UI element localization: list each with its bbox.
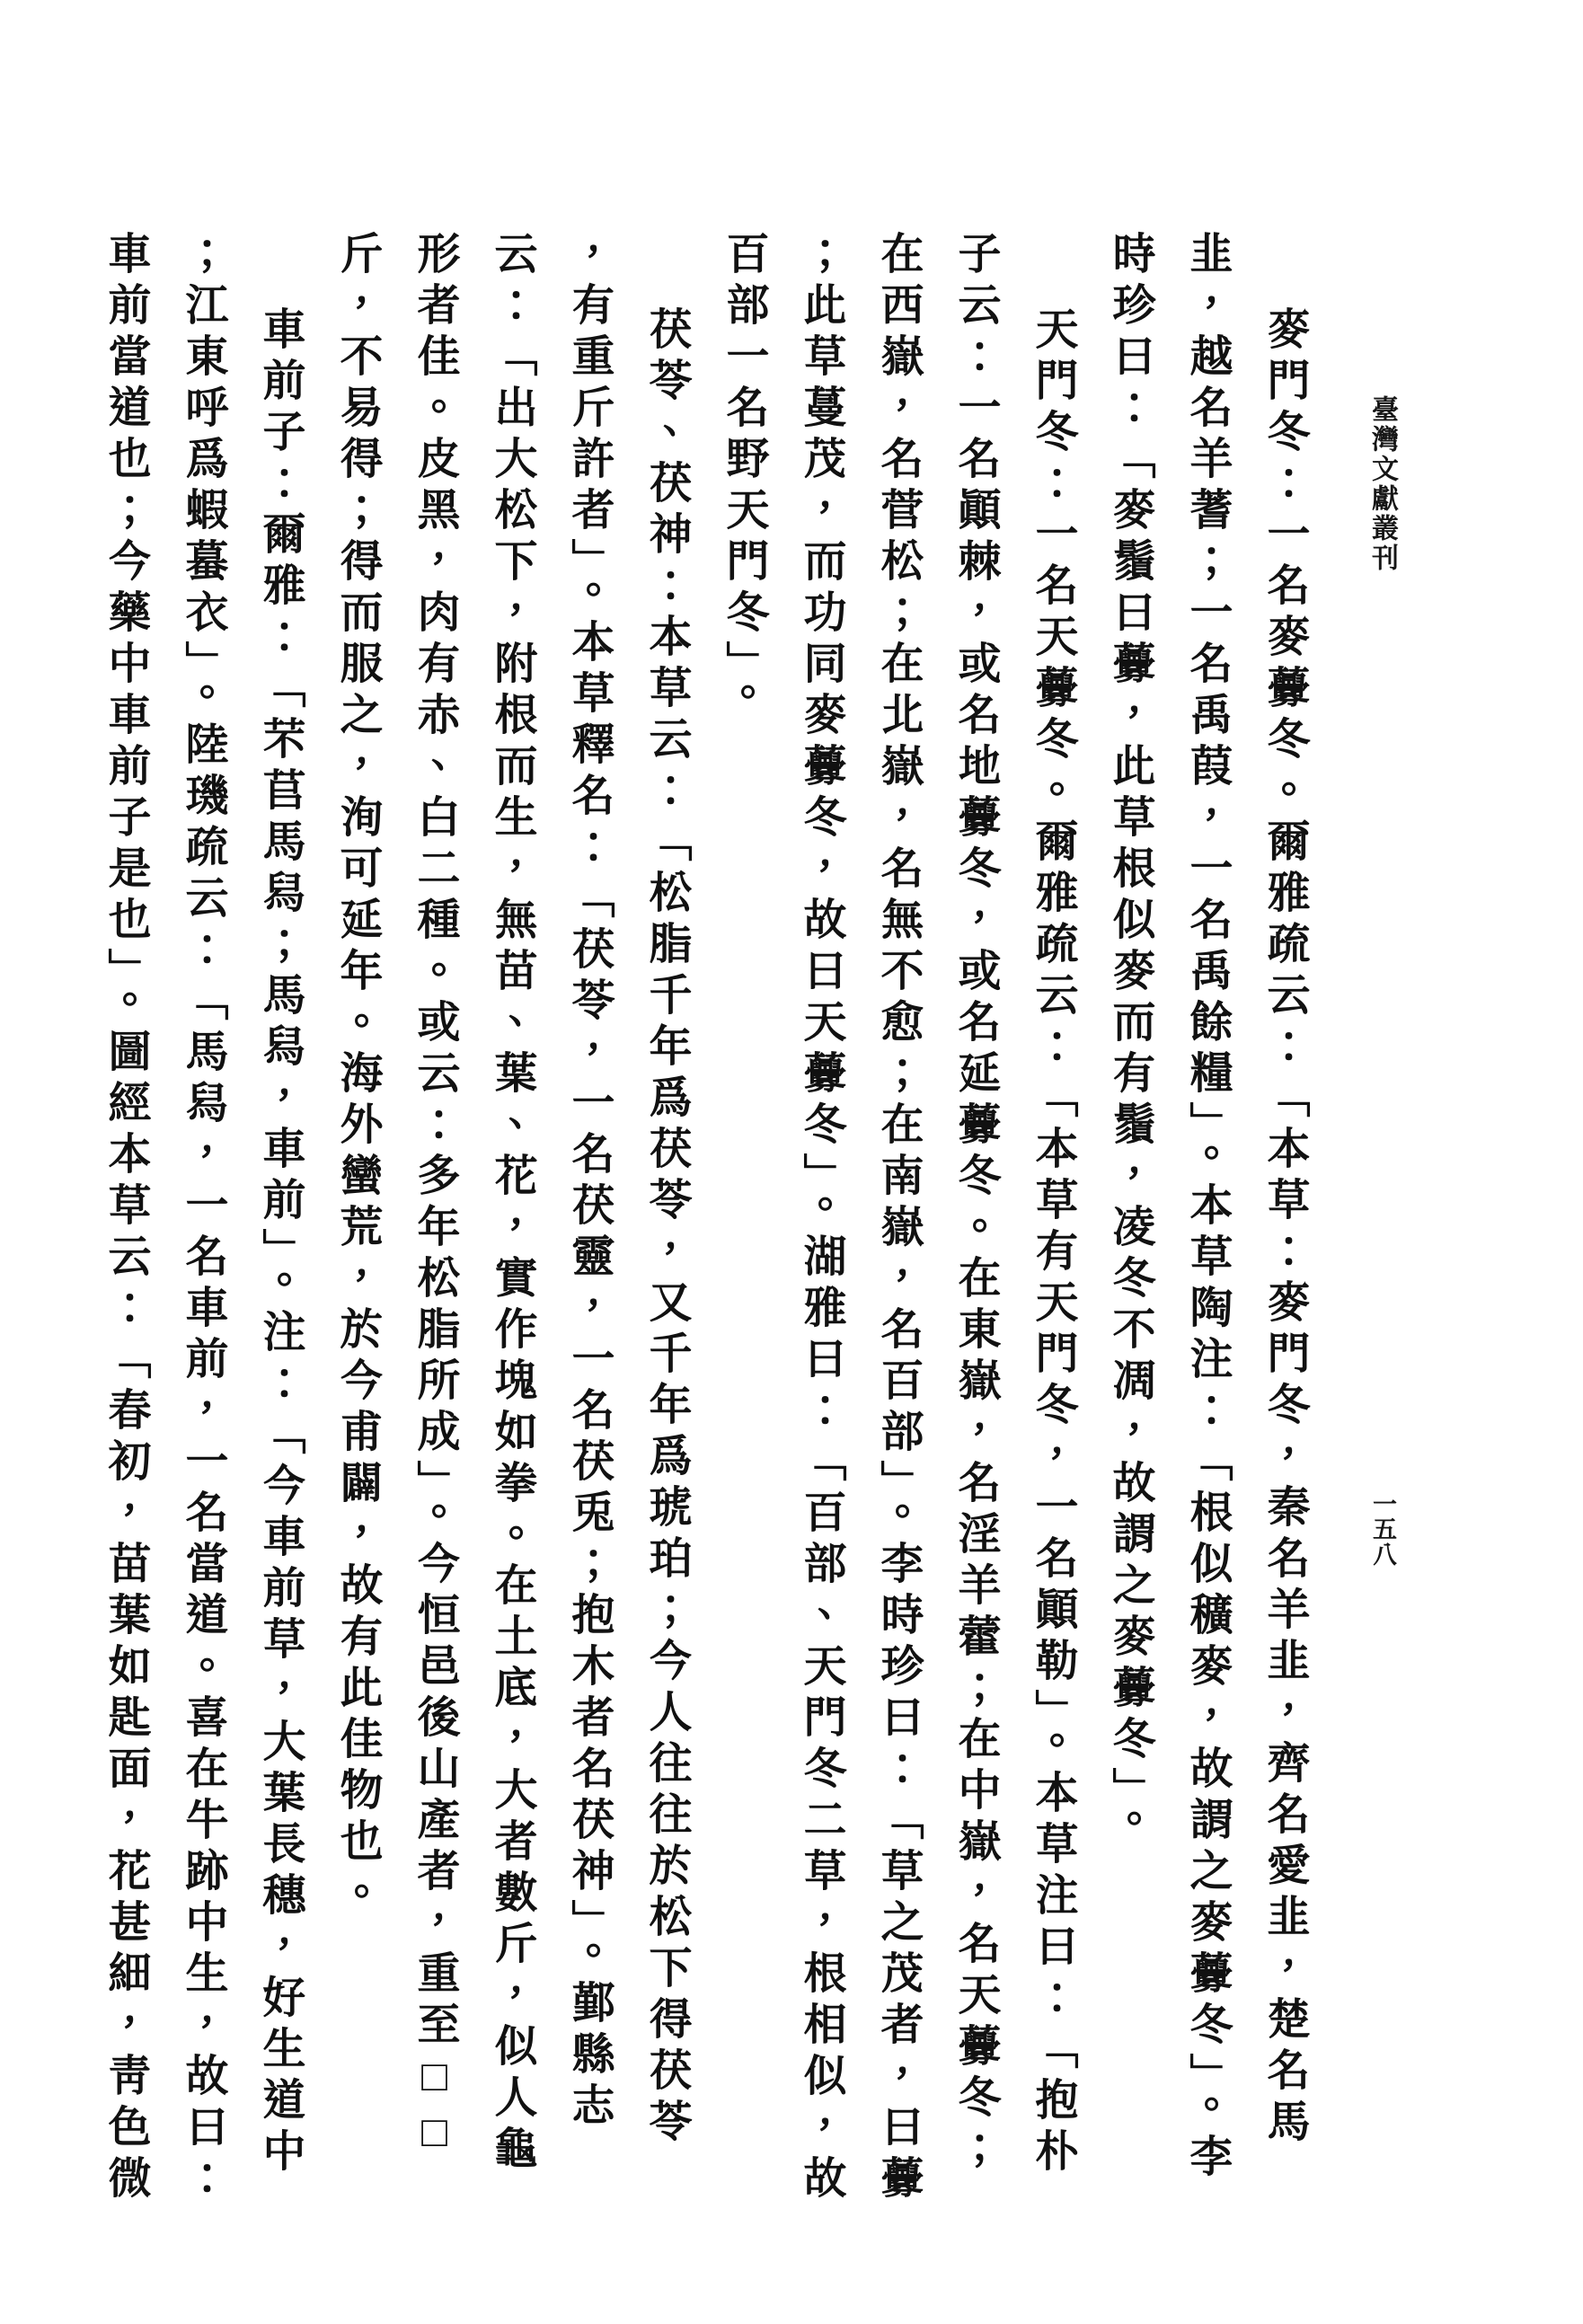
text-column-14: 車前子：爾雅：「芣苢馬舄；馬舄，車前」。注：「今車前草，大葉長穗，好生道中 [256, 306, 304, 2179]
text-column-1: 麥門冬：一名麥虋冬。爾雅疏云：「本草：麥門冬，秦名羊韭，齊名愛韭，楚名馬 [1260, 306, 1308, 2150]
text-column-8: 百部一名野天門冬」。 [720, 231, 767, 721]
text-column-5: 子云：一名顚棘，或名地虋冬，或名延虋冬。在東嶽，名淫羊藿；在中嶽，名天虋冬； [951, 231, 999, 2177]
text-column-15: ；江東呼爲蝦蟇衣」。陸璣疏云：「馬舄，一名車前，一名當道。喜在牛跡中生，故曰： [179, 231, 226, 2206]
text-column-11: 云：「出大松下，附根而生，無苗、葉、花，實作塊如拳。在土底，大者數斤，似人龜 [488, 231, 535, 2177]
text-column-6: 在西嶽，名菅松；在北嶽，名無不愈；在南嶽，名百部」。李時珍曰：「草之茂者，曰虋 [874, 231, 922, 2206]
text-column-10: ，有重斤許者」。本草釋名：「茯苓，一名茯靈，一名茯兎；抱木者名茯神」。鄞縣志 [565, 231, 613, 2134]
text-column-7: ；此草蔓茂，而功同麥虋冬，故曰天虋冬」。湖雅曰：「百部、天門冬二草，根相似，故 [797, 231, 845, 2206]
text-column-2: 韭，越名羊蓍；一名禹葭，一名禹餘糧」。本草陶注：「根似穬麥，故謂之麥虋冬」。李 [1183, 231, 1231, 2185]
text-column-4: 天門冬：一名天虋冬。爾雅疏云：「本草有天門冬，一名顚勒」。本草注曰：「抱朴 [1029, 306, 1076, 2179]
text-column-16: 車前當道也；今藥中車前子是也」。圖經本草云：「春初，苗葉如匙面，花甚細，靑色微 [102, 231, 149, 2206]
text-column-9: 茯苓、茯神：本草云：「松脂千年爲茯苓，又千年爲琥珀；今人往往於松下得茯苓 [642, 306, 690, 2150]
main-text-block [86, 231, 1322, 2266]
page-number: 一五八 [1369, 1491, 1396, 1567]
running-title: 臺灣文獻叢刊 [1367, 395, 1397, 573]
text-column-3: 時珍曰：「麥鬚曰虋，此草根似麥而有鬚，凌冬不凋，故謂之麥虋冬」。 [1106, 231, 1154, 1848]
text-column-13: 斤，不易得；得而服之，洵可延年。海外蠻荒，於今甫闢，故有此佳物也。 [333, 231, 381, 1921]
text-column-12: 形者佳。皮黑，肉有赤、白二種。或云：多年松脂所成」。今恒邑後山產者，重至□□ [411, 231, 458, 2164]
